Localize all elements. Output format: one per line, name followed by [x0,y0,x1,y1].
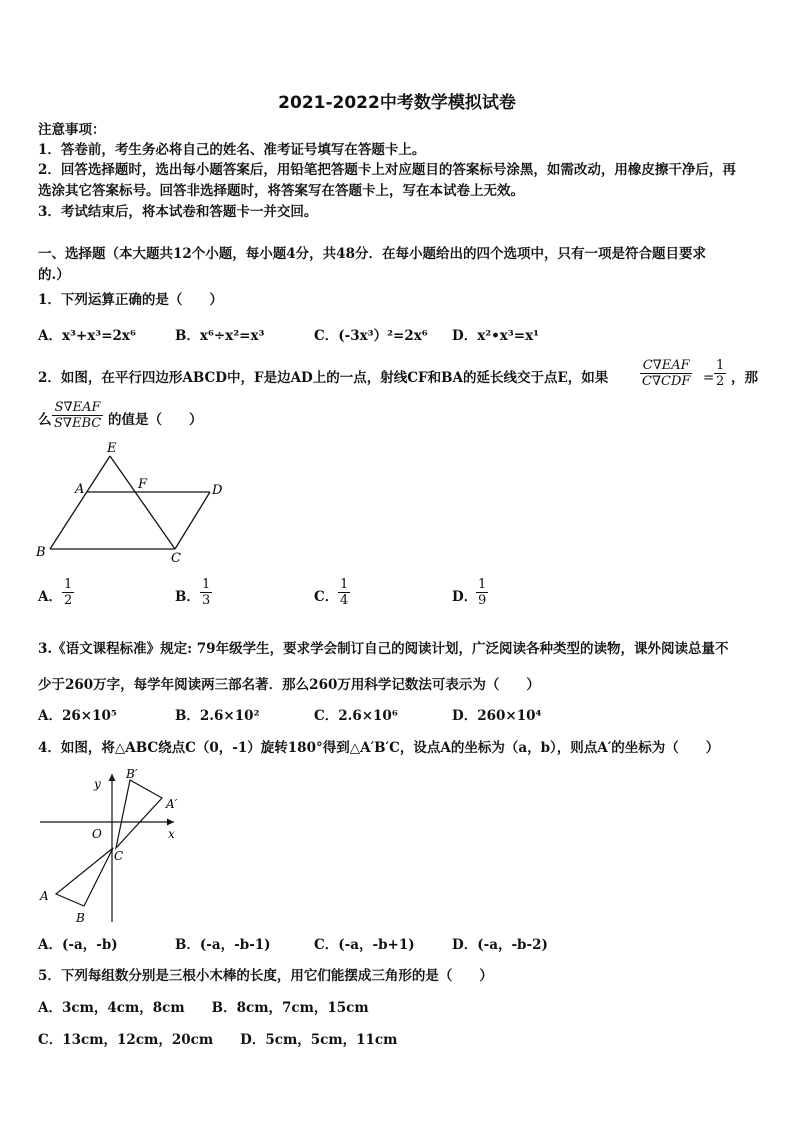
q2-area-den: S∇EBC [54,416,102,431]
notice-item-2: 2．回答选择题时，选出每小题答案后，用铅笔把答题卡上对应题目的答案标号涂黑，如需改动，用橡皮擦干净后，再 [38,162,736,178]
q2-option-c-letter: C． [314,589,339,605]
q2-stem: 2．如图，在平行四边形ABCD中，F是边AD上的一点，射线CF和BA的延长线交于点E，如果 [38,370,609,386]
label-a-prime: A′ [166,797,178,811]
rotation-figure [34,764,194,929]
q2-perimeter-num: C∇EAF [642,358,690,373]
q2-option-c-num: 1 [340,577,349,592]
notice-item-2-cont: 选涂其它答案标号。回答非选择题时，将答案写在答题卡上，写在本试卷上无效。 [38,183,524,199]
q3-option-c: C．2.6×10⁶ [314,708,398,724]
q2-option-c-den: 4 [340,593,349,608]
q5-options-row-1: A．3cm，4cm，8cm B．8cm，7cm，15cm [38,1000,369,1016]
q4-option-b: B．(-a，-b-1) [175,937,271,953]
q1-stem: 1．下列运算正确的是（ ） [38,292,223,308]
label-a: A [75,482,85,497]
q2-area-num: S∇EAF [54,400,101,415]
q2-option-d [476,577,488,608]
q2-option-d-letter: D． [452,589,478,605]
parallelogram-figure [30,436,230,566]
q2-option-d-num: 1 [478,577,487,592]
label-b-point: B [76,911,85,925]
label-origin: O [92,827,102,841]
label-x: x [168,827,175,841]
q1-option-c: C．(-3x³）²=2x⁶ [314,328,428,344]
q2-option-a [62,577,74,608]
q3-option-a: A．26×10⁵ [38,708,117,724]
page-title: 2021-2022中考数学模拟试卷 [278,93,516,113]
q5-stem: 5．下列每组数分别是三根小木棒的长度，用它们能摆成三角形的是（ ） [38,968,493,984]
q2-option-c [338,577,350,608]
notice-item-3: 3．考试结束后，将本试卷和答题卡一并交回。 [38,204,318,220]
q2-option-a-letter: A． [38,589,62,605]
q4-option-d: D．(-a，-b-2) [452,937,548,953]
label-d: D [212,483,223,498]
q2-stem-cont: 么 [38,412,52,428]
q3-stem: 3.《语文课程标准》规定: 79年级学生，要求学会制订自己的阅读计划，广泛阅读各种类型的读物，课外阅读总量不 [38,641,729,657]
q2-perimeter-ratio [640,358,692,389]
q2-half-den: 2 [716,374,725,389]
q1-option-a: A．x³+x³=2x⁶ [38,328,136,344]
q4-option-c: C．(-a，-b+1) [314,937,415,953]
label-b-prime: B′ [126,767,138,781]
notice-heading: 注意事项： [38,122,106,138]
label-f: F [138,477,148,492]
q2-ratio-half [714,358,726,389]
label-c-point: C [114,849,124,863]
label-b: B [36,545,46,560]
q2-stem-end: 的值是（ ） [108,412,203,428]
section-heading: 一、选择题（本大题共12个小题，每小题4分，共48分．在每小题给出的四个选项中，只有一项是符合题目要求 [38,246,706,262]
q2-option-b-letter: B． [175,589,200,605]
q2-option-d-den: 9 [478,593,487,608]
q2-area-ratio [52,400,103,431]
q4-stem: 4．如图，将△ABC绕点C（0，-1）旋转180°得到△A′B′C，设点A的坐标为（a，b），则点A′的坐标为（ ） [38,740,720,756]
section-heading-cont: 的.） [38,267,70,283]
q1-option-d: D．x²•x³=x¹ [452,328,540,344]
q3-option-b: B．2.6×10² [175,708,260,724]
label-c: C [171,551,181,566]
q2-perimeter-den: C∇CDF [642,374,691,389]
q3-option-d: D．260×10⁴ [452,708,542,724]
label-y: y [94,777,101,791]
q1-option-b: B．x⁶÷x²=x³ [175,328,265,344]
q2-option-b [200,577,212,608]
q4-option-a: A．(-a，-b) [38,937,118,953]
q2-option-b-num: 1 [202,577,211,592]
q2-option-a-num: 1 [64,577,73,592]
q5-options-row-2: C．13cm，12cm，20cm D．5cm，5cm，11cm [38,1032,398,1048]
q2-option-a-den: 2 [64,593,73,608]
label-e: E [107,441,117,456]
q3-stem-cont: 少于260万字，每学年阅读两三部名著．那么260万用科学记数法可表示为（ ） [38,677,540,693]
q2-equals: = [703,370,715,386]
label-a-point: A [40,889,49,903]
q2-stem-tail: ，那 [731,370,758,386]
q2-option-b-den: 3 [202,593,211,608]
q2-half-num: 1 [716,358,725,373]
notice-item-1: 1．答卷前，考生务必将自己的姓名、准考证号填写在答题卡上。 [38,142,426,158]
